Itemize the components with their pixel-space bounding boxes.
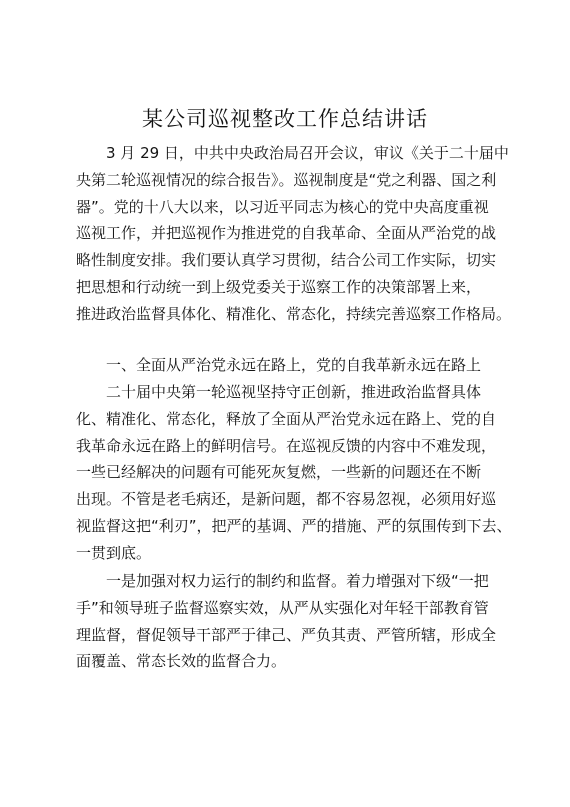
paragraph-line: 把思想和行动统一到上级党委关于巡察工作的决策部署上来， <box>76 277 482 296</box>
paragraph-line: 面覆盖、常态长效的监督合力。 <box>76 652 287 671</box>
paragraph-line: 一是加强对权力运行的制约和监督。着力增强对下级“一把 <box>106 572 489 590</box>
section-paragraph <box>76 379 512 567</box>
paragraph-line: 央第二轮巡视情况的综合报告》。巡视制度是“党之利器、国之利 <box>76 170 497 189</box>
paragraph-line: 二十届中央第一轮巡视坚持守正创新，推进政治监督具体 <box>106 383 482 401</box>
intro-paragraph <box>76 140 512 328</box>
paragraph-line: 视监督这把“利刃”，把严的基调、严的措施、严的氛围传到下去、 <box>76 516 512 535</box>
point-paragraph <box>76 568 506 675</box>
paragraph-line: 推进政治监督具体化、精准化、常态化，持续完善巡察工作格局。 <box>76 304 512 323</box>
paragraph-line: 一贯到底。 <box>76 543 152 562</box>
section-heading <box>76 352 506 379</box>
paragraph-line: 我革命永远在路上的鲜明信号。在巡视反馈的内容中不难发现， <box>76 436 497 455</box>
paragraph-line: 巡视工作，并把巡视作为推进党的自我革命、全面从严治党的战 <box>76 224 497 243</box>
section-heading-text: 一、全面从严治党永远在路上，党的自我革新永远在路上 <box>106 356 482 374</box>
paragraph-line: 化、精准化、常态化，释放了全面从严治党永远在路上、党的自 <box>76 409 497 428</box>
paragraph-line: 3 月 29 日，中共中央政治局召开会议，审议《关于二十届中 <box>106 144 509 162</box>
document-title: 某公司巡视整改工作总结讲话 <box>142 107 428 131</box>
paragraph-line: 手”和领导班子监督巡察实效，从严从实强化对年轻干部教育管 <box>76 598 489 617</box>
paragraph-line: 略性制度安排。我们要认真学习贯彻，结合公司工作实际，切实 <box>76 251 497 270</box>
paragraph-line: 理监督，督促领导干部严于律己、严负其责、严管所辖，形成全 <box>76 625 497 644</box>
paragraph-line: 出现。不管是老毛病还，是新问题，都不容易忽视，必须用好巡 <box>76 490 497 509</box>
paragraph-line: 器”。党的十八大以来，以习近平同志为核心的党中央高度重视 <box>76 197 489 216</box>
paragraph-line: 一些已经解决的问题有可能死灰复燃，一些新的问题还在不断 <box>76 463 482 482</box>
